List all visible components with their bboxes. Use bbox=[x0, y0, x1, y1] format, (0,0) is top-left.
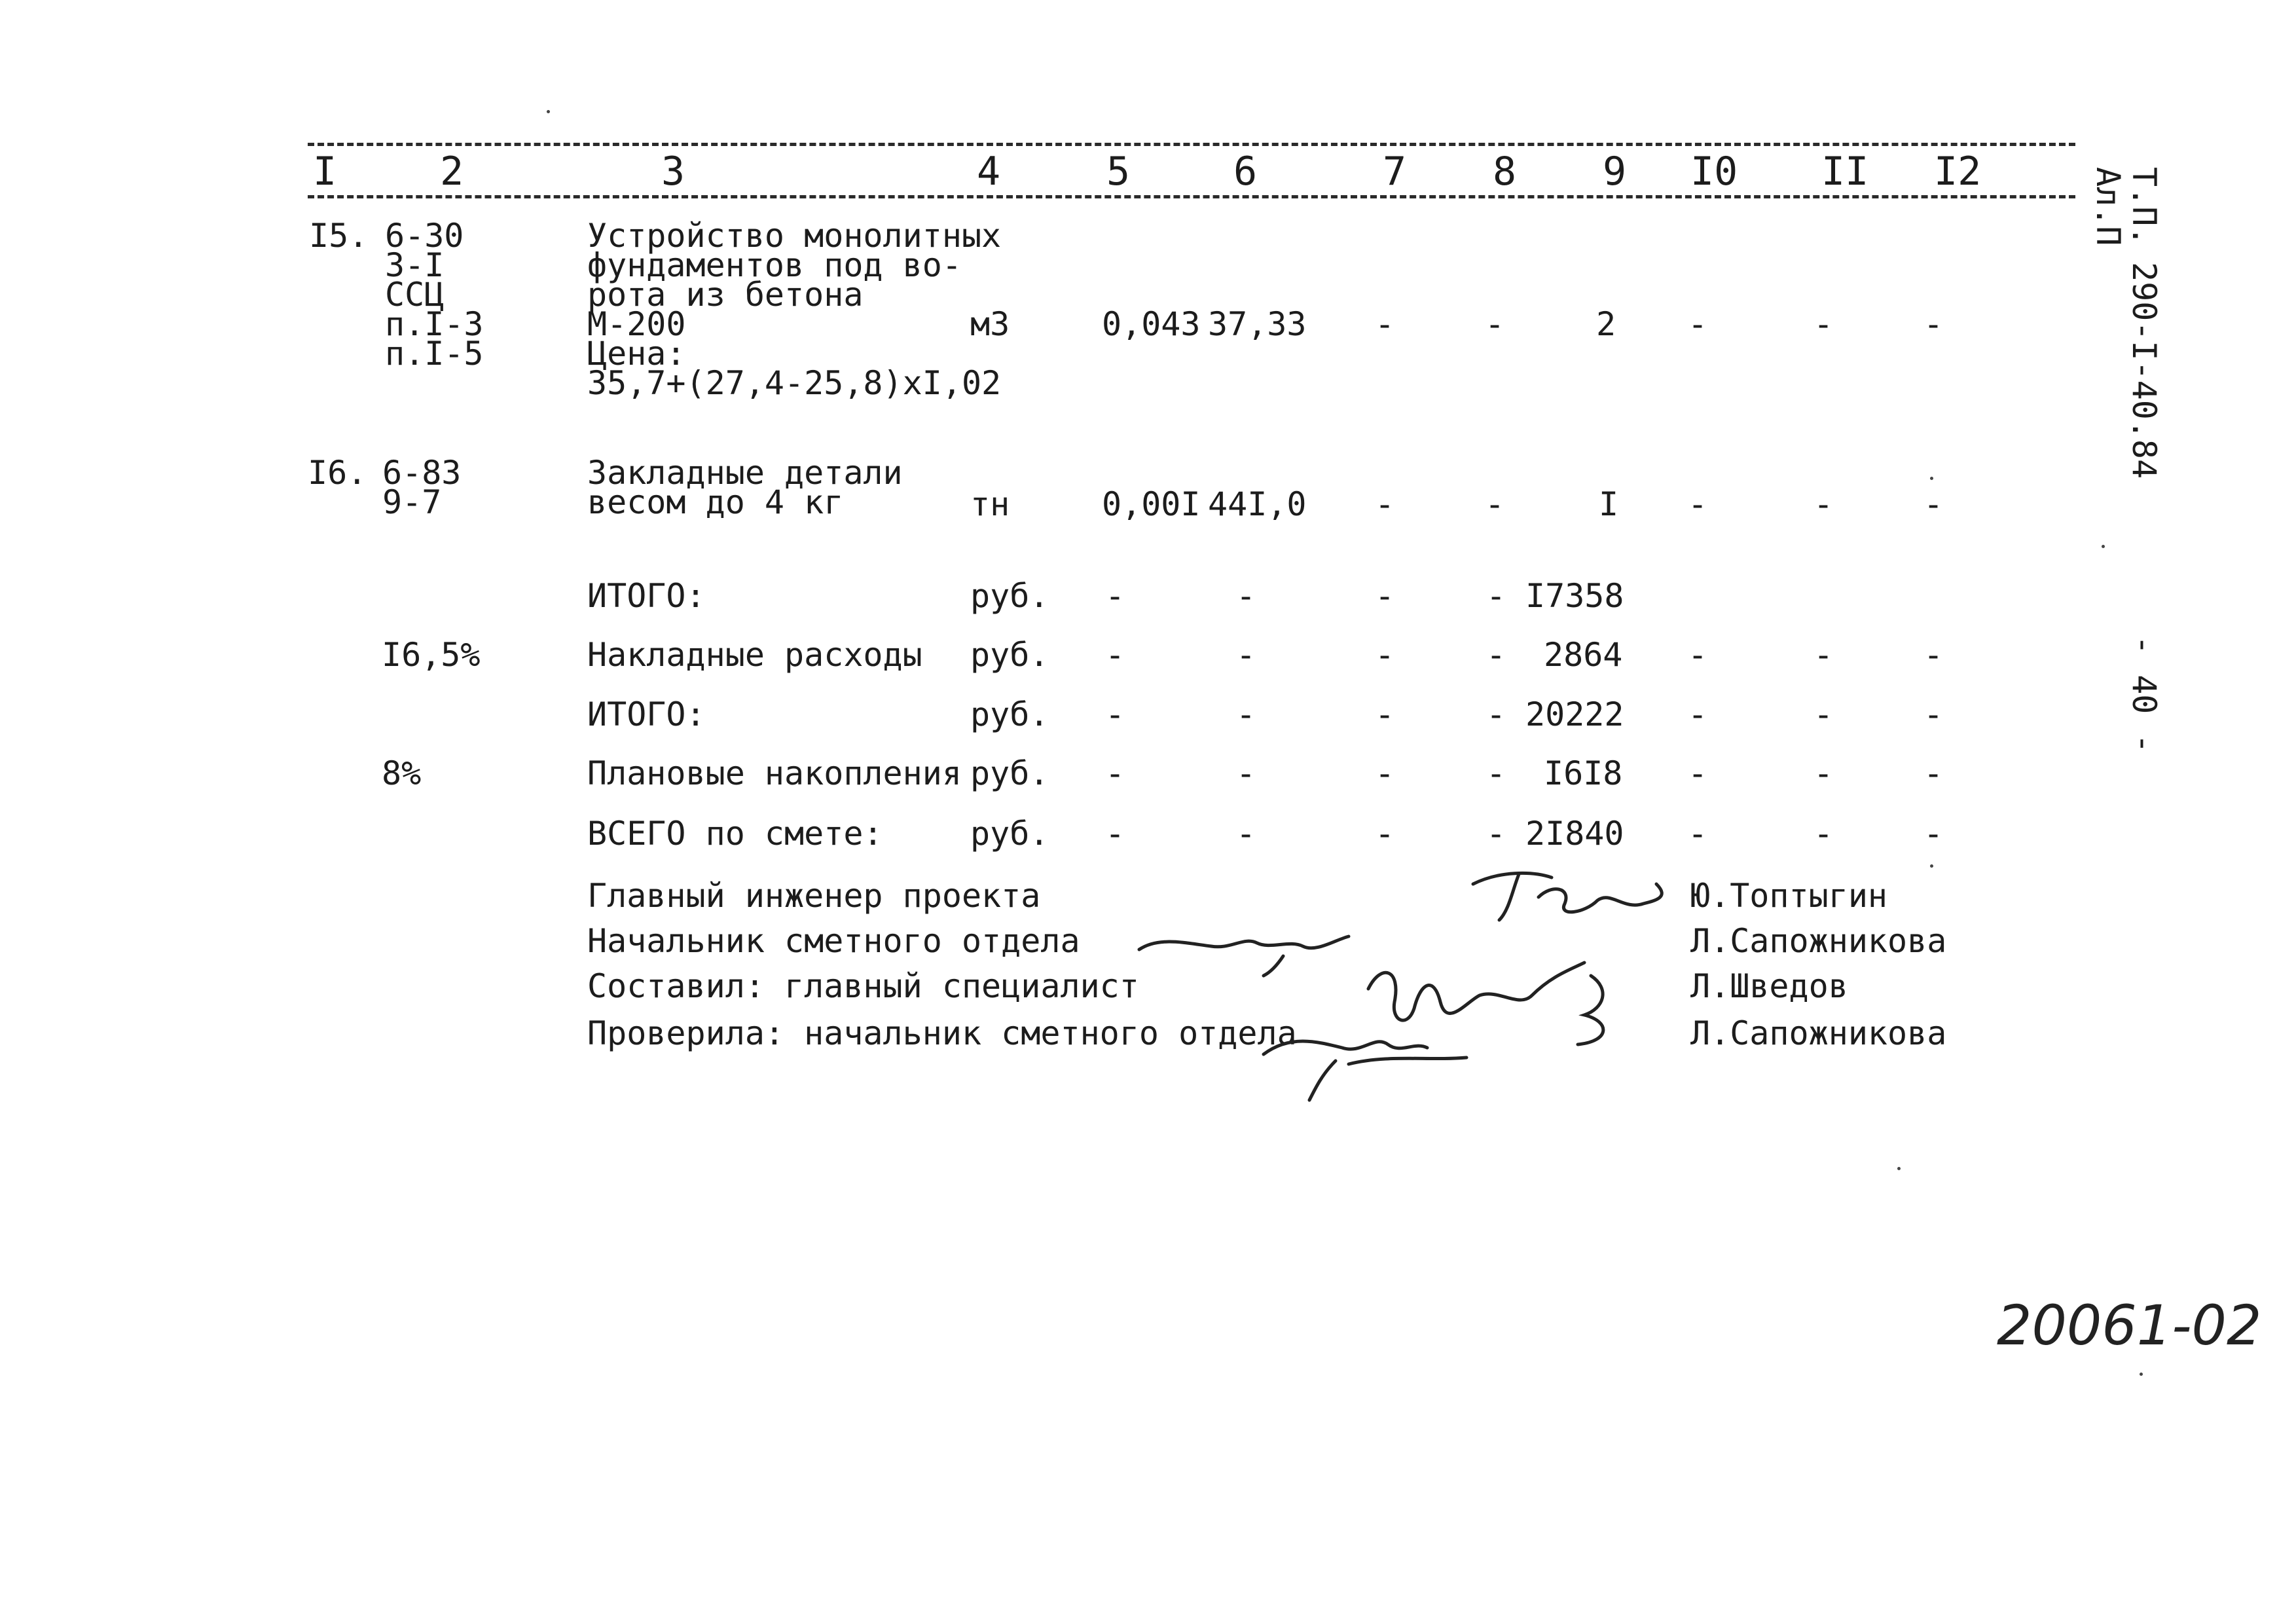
totals-col10: - bbox=[1688, 636, 1708, 674]
totals-col7: - bbox=[1375, 577, 1395, 615]
row-col10: - bbox=[1688, 485, 1708, 523]
col-header-11: II bbox=[1821, 149, 1869, 194]
row-code-line: п.I-5 bbox=[385, 335, 484, 373]
signature-role: Главный инженер проекта bbox=[587, 877, 1041, 915]
totals-col6: - bbox=[1236, 636, 1256, 674]
totals-unit: руб. bbox=[970, 815, 1049, 853]
totals-col11: - bbox=[1813, 754, 1834, 792]
totals-col10: - bbox=[1688, 754, 1708, 792]
totals-label: ВСЕГО по смете: bbox=[587, 815, 883, 853]
scan-speck bbox=[1897, 1167, 1901, 1170]
row-col12: - bbox=[1923, 485, 1944, 523]
row-qty: 0,043 bbox=[1102, 305, 1201, 343]
totals-col10: - bbox=[1688, 695, 1708, 733]
totals-col11: - bbox=[1813, 695, 1834, 733]
handwritten-signature bbox=[1133, 917, 1368, 982]
col-header-1: I bbox=[313, 149, 337, 194]
totals-col5: - bbox=[1105, 695, 1125, 733]
totals-col12: - bbox=[1923, 636, 1944, 674]
totals-col8: - bbox=[1486, 636, 1506, 674]
row-code-line: 6-83 bbox=[382, 454, 462, 492]
totals-col7: - bbox=[1375, 636, 1395, 674]
row-name-line: весом до 4 кг bbox=[587, 483, 844, 521]
totals-col12: - bbox=[1923, 754, 1944, 792]
row-name-line: Цена: bbox=[587, 335, 686, 373]
totals-unit: руб. bbox=[970, 754, 1049, 792]
totals-col7: - bbox=[1375, 815, 1395, 853]
col-header-8: 8 bbox=[1493, 149, 1517, 194]
signature-name: Л.Сапожникова bbox=[1690, 922, 1947, 960]
row-name-line: 35,7+(27,4-25,8)xI,02 bbox=[587, 364, 1002, 402]
row-col8: - bbox=[1485, 305, 1505, 343]
row-code-line: 6-30 bbox=[385, 217, 464, 255]
row-col7: - bbox=[1375, 485, 1395, 523]
row-unit: тн bbox=[970, 485, 1010, 523]
row-code-line: ССЦ bbox=[385, 276, 445, 314]
row-col9: I bbox=[1599, 485, 1619, 523]
row-name-line: М-200 bbox=[587, 305, 686, 343]
signature-role: Начальник сметного отдела bbox=[587, 922, 1080, 960]
row-qty: 0,00I bbox=[1102, 485, 1201, 523]
side-stamp-line1: Т.П. bbox=[2125, 167, 2163, 246]
row-col11: - bbox=[1813, 305, 1834, 343]
totals-unit: руб. bbox=[970, 636, 1049, 674]
col-header-5: 5 bbox=[1106, 149, 1131, 194]
totals-unit: руб. bbox=[970, 577, 1049, 615]
col-header-7: 7 bbox=[1383, 149, 1407, 194]
row-number: I5. bbox=[309, 217, 369, 255]
col-header-4: 4 bbox=[977, 149, 1001, 194]
totals-col5: - bbox=[1105, 815, 1125, 853]
side-stamp-page bbox=[2125, 635, 2163, 754]
totals-col11: - bbox=[1813, 636, 1834, 674]
row-code-line: 3-I bbox=[385, 246, 445, 284]
handwritten-signature bbox=[1257, 1008, 1493, 1107]
totals-col6: - bbox=[1236, 577, 1256, 615]
totals-col11: - bbox=[1813, 815, 1834, 853]
col-header-2: 2 bbox=[440, 149, 464, 194]
totals-col8: - bbox=[1486, 754, 1506, 792]
row-col11: - bbox=[1813, 485, 1834, 523]
row-col8: - bbox=[1485, 485, 1505, 523]
totals-unit: руб. bbox=[970, 695, 1049, 733]
row-col10: - bbox=[1688, 305, 1708, 343]
totals-label: Плановые накопления bbox=[587, 754, 962, 792]
col-header-12: I2 bbox=[1934, 149, 1982, 194]
totals-col8: - bbox=[1486, 695, 1506, 733]
totals-col12: - bbox=[1923, 695, 1944, 733]
side-stamp-line2: Ал.П bbox=[2089, 167, 2127, 246]
totals-col8: - bbox=[1486, 577, 1506, 615]
row-col9: 2 bbox=[1596, 305, 1616, 343]
totals-col9: 2I840 bbox=[1525, 815, 1624, 853]
scan-speck bbox=[1930, 477, 1933, 480]
signature-role: Составил: главный специалист bbox=[587, 967, 1139, 1005]
handwritten-signature bbox=[1460, 858, 1676, 930]
side-stamp-code bbox=[2125, 262, 2163, 479]
side-stamp-code-text: 290-I-40.84 bbox=[2125, 262, 2163, 479]
scan-speck bbox=[547, 110, 550, 113]
totals-col5: - bbox=[1105, 577, 1125, 615]
totals-col9: I6I8 bbox=[1544, 754, 1623, 792]
side-stamp-page-text: - 40 - bbox=[2125, 635, 2163, 754]
totals-col10: - bbox=[1688, 815, 1708, 853]
row-name-line: Устройство монолитных bbox=[587, 217, 1002, 255]
scan-speck bbox=[1930, 864, 1933, 868]
row-code-line: 9-7 bbox=[382, 483, 442, 521]
totals-col8: - bbox=[1486, 815, 1506, 853]
totals-col5: - bbox=[1105, 636, 1125, 674]
row-unit: м3 bbox=[970, 305, 1010, 343]
scan-speck bbox=[2140, 1373, 2143, 1376]
side-stamp-series bbox=[2125, 167, 2163, 246]
col-header-6: 6 bbox=[1233, 149, 1258, 194]
totals-percent: I6,5% bbox=[382, 636, 481, 674]
row-code-line: п.I-3 bbox=[385, 305, 484, 343]
totals-col7: - bbox=[1375, 754, 1395, 792]
totals-col6: - bbox=[1236, 754, 1256, 792]
totals-label: ИТОГО: bbox=[587, 577, 706, 615]
totals-col6: - bbox=[1236, 695, 1256, 733]
scan-speck bbox=[2102, 545, 2105, 548]
col-header-3: 3 bbox=[661, 149, 685, 194]
signature-role: Проверила: начальник сметного отдела bbox=[587, 1014, 1297, 1052]
row-price: 37,33 bbox=[1208, 305, 1307, 343]
row-name-line: Закладные детали bbox=[587, 454, 903, 492]
row-number: I6. bbox=[308, 454, 367, 492]
col-header-9: 9 bbox=[1603, 149, 1627, 194]
side-stamp-album bbox=[2089, 167, 2127, 246]
row-name-line: рота из бетона bbox=[587, 276, 864, 314]
totals-percent: 8% bbox=[382, 754, 422, 792]
handwritten-stamp-number: 20061-02 bbox=[1997, 1293, 2262, 1357]
totals-col12: - bbox=[1923, 815, 1944, 853]
totals-col7: - bbox=[1375, 695, 1395, 733]
signature-name: Ю.Топтыгин bbox=[1690, 877, 1888, 915]
totals-label: ИТОГО: bbox=[587, 695, 706, 733]
totals-col9: 20222 bbox=[1525, 695, 1624, 733]
header-bottom-rule bbox=[308, 195, 2075, 198]
totals-col5: - bbox=[1105, 754, 1125, 792]
header-top-rule bbox=[308, 143, 2075, 146]
totals-col9: 2864 bbox=[1544, 636, 1623, 674]
totals-col9: I7358 bbox=[1525, 577, 1624, 615]
row-col7: - bbox=[1375, 305, 1395, 343]
col-header-10: I0 bbox=[1690, 149, 1738, 194]
totals-label: Накладные расходы bbox=[587, 636, 922, 674]
totals-col6: - bbox=[1236, 815, 1256, 853]
signature-name: Л.Сапожникова bbox=[1690, 1014, 1947, 1052]
row-col12: - bbox=[1923, 305, 1944, 343]
row-price: 44I,0 bbox=[1208, 485, 1307, 523]
row-name-line: фундаментов под во- bbox=[587, 246, 962, 284]
signature-name: Л.Шведов bbox=[1690, 967, 1848, 1005]
